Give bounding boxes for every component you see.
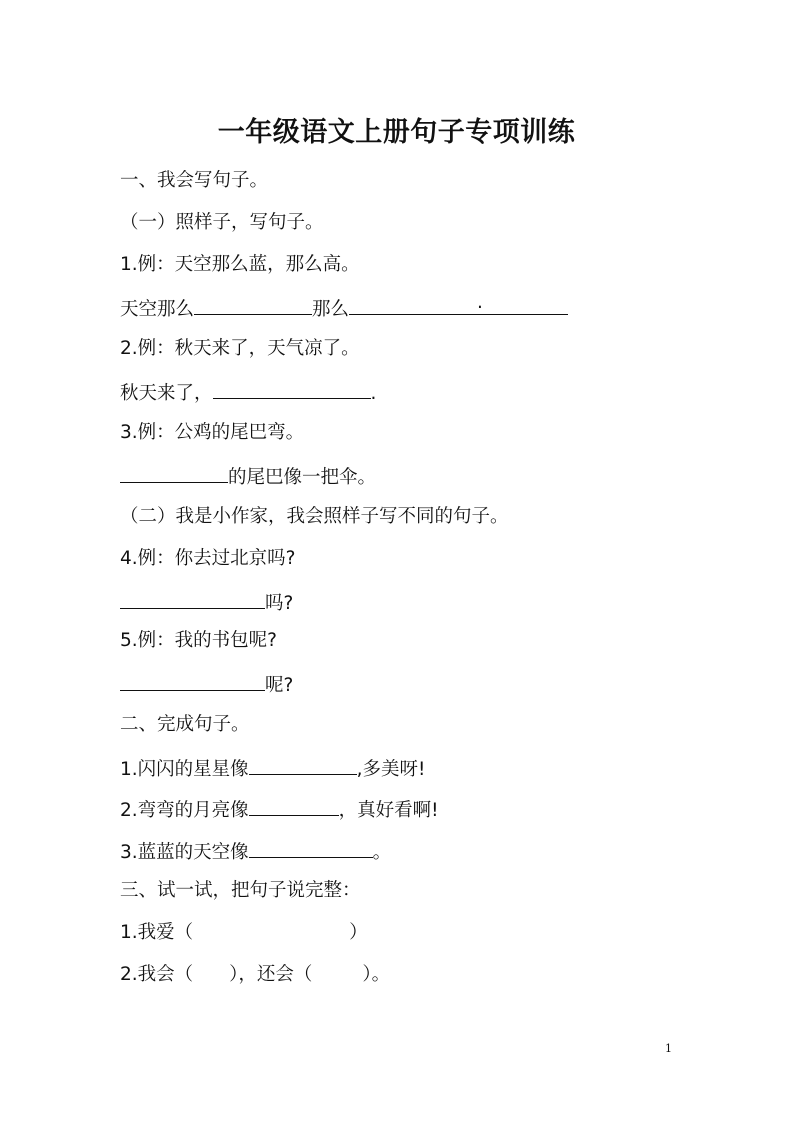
answer-blank[interactable] [349,294,568,315]
section-3-item-1 [120,920,368,946]
section-2-item-2 [120,795,439,824]
section-2-item-3-suffix: 。 [372,842,392,863]
question-2-prefix: 秋天来了， [120,383,213,404]
question-5-example: 5.例：我的书包呢? [120,630,277,651]
question-3-example: 3.例：公鸡的尾巴弯。 [120,422,305,443]
section-3-heading: 三、试一试，把句子说完整： [120,880,361,901]
question-2-answer-line [120,378,376,407]
section-2-item-2-prefix: 2.弯弯的月亮像 [120,800,249,821]
answer-blank[interactable] [120,462,228,483]
answer-blank[interactable] [249,754,357,775]
answer-blank[interactable] [194,294,312,315]
answer-blank[interactable] [249,795,339,816]
question-1-text-part1: 天空那么 [120,299,195,320]
question-4-example: 4.例：你去过北京吗? [120,548,296,569]
section-2-item-1-prefix: 1.闪闪的星星像 [120,759,249,780]
question-4-answer-line [120,588,293,617]
question-3-suffix: 的尾巴像一把伞。 [228,467,377,488]
question-2-example: 2.例：秋天来了，天气凉了。 [120,338,360,359]
answer-blank[interactable] [120,670,265,691]
section-3-item-2-close: ）。 [362,964,391,985]
question-5-suffix: 呢? [265,675,294,696]
section-3-item-1-open: 1.我爱（ [120,922,194,943]
page-title: 一年级语文上册句子专项训练 [217,117,576,148]
question-5-answer-line [120,670,293,699]
subsection-1-heading: （一）照样子，写句子。 [120,212,324,233]
section-2-item-1-suffix: ,多美呀! [356,759,426,780]
answer-blank-dot: . [477,292,483,313]
question-1-text-part2: 那么 [312,299,350,320]
question-1-example: 1.例：天空那么蓝，那么高。 [120,254,360,275]
question-3-answer-line [120,462,376,491]
question-2-dot: . [370,383,377,404]
section-3-item-2-mid: ），还会（ [229,964,313,985]
section-1-heading: 一、我会写句子。 [120,170,269,191]
answer-blank[interactable] [213,378,371,399]
answer-blank[interactable] [249,837,373,858]
section-2-heading: 二、完成句子。 [120,714,250,735]
section-2-item-3 [120,837,391,866]
answer-blank[interactable] [120,588,265,609]
question-1-answer-line [120,294,568,323]
question-4-suffix: 吗? [265,593,294,614]
section-3-item-2-open: 2.我会（ [120,964,194,985]
section-3-item-2 [120,962,390,988]
section-2-item-1 [120,754,425,783]
subsection-2-heading: （二）我是小作家，我会照样子写不同的句子。 [120,506,509,527]
section-3-item-1-close: ） [349,922,368,943]
page-number: 1 [665,1042,672,1055]
section-2-item-2-suffix: ，真好看啊! [338,800,439,821]
section-2-item-3-prefix: 3.蓝蓝的天空像 [120,842,249,863]
